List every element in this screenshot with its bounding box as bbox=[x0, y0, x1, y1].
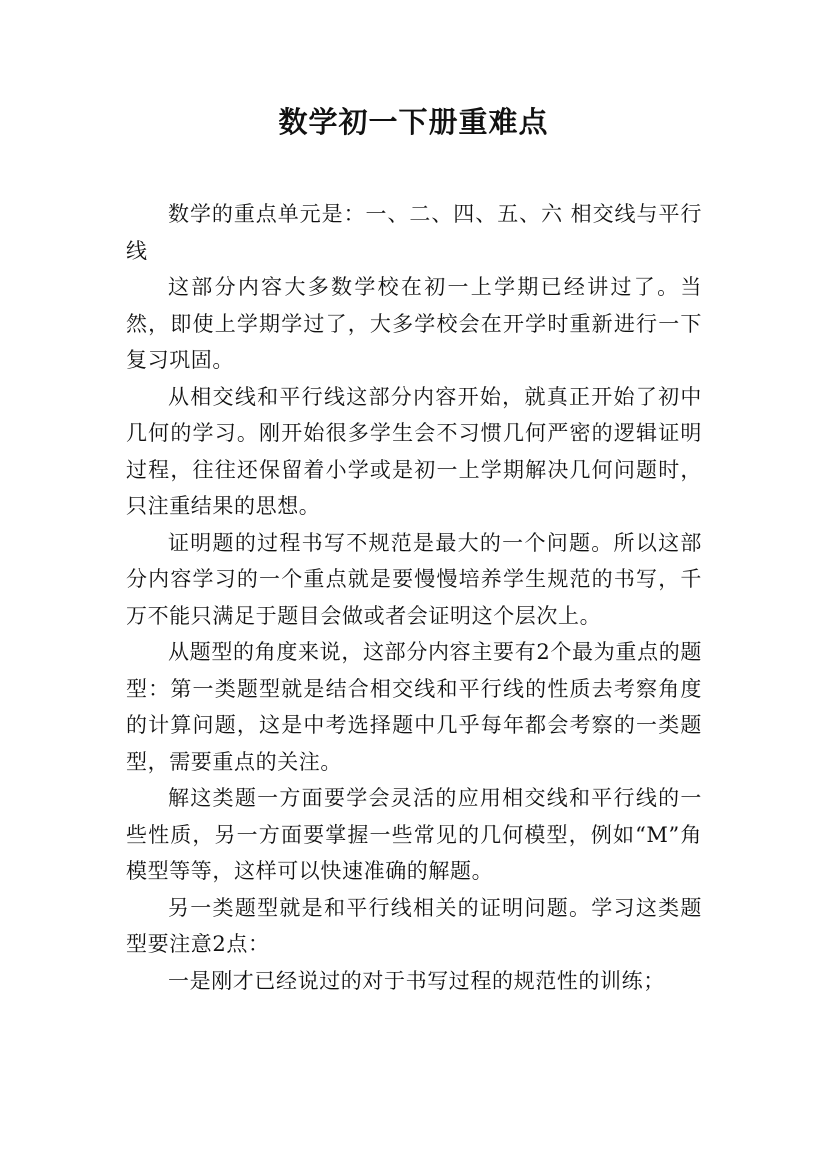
paragraph-4: 证明题的过程书写不规范是最大的一个问题。所以这部分内容学习的一个重点就是要慢慢培养学生规范的书写，千万不能只满足于题目会做或者会证明这个层次上。 bbox=[126, 530, 702, 628]
paragraph-8: 一是刚才已经说过的对于书写过程的规范性的训练； bbox=[168, 968, 665, 993]
paragraph-7: 另一类题型就是和平行线相关的证明问题。学习这类题型要注意2点： bbox=[126, 895, 702, 956]
paragraph-3: 从相交线和平行线这部分内容开始，就真正开始了初中几何的学习。刚开始很多学生会不习惯几何严密的逻辑证明过程，往往还保留着小学或是初一上学期解决几何问题时，只注重结果的思想。 bbox=[126, 384, 702, 518]
paragraph-1: 数学的重点单元是：一、二、四、五、六 相交线与平行线 bbox=[126, 202, 702, 263]
paragraph-2: 这部分内容大多数学校在初一上学期已经讲过了。当然，即使上学期学过了，大多学校会在开学时重新进行一下复习巩固。 bbox=[126, 275, 702, 372]
document-title: 数学初一下册重难点 bbox=[278, 105, 549, 139]
document-body bbox=[126, 196, 702, 999]
paragraph-6: 解这类题一方面要学会灵活的应用相交线和平行线的一些性质，另一方面要掌握一些常见的几何模型，例如“M”角模型等等，这样可以快速准确的解题。 bbox=[126, 786, 702, 883]
paragraph-5: 从题型的角度来说，这部分内容主要有2个最为重点的题型：第一类题型就是结合相交线和平行线的性质去考察角度的计算问题，这是中考选择题中几乎每年都会考察的一类题型，需要重点的关注。 bbox=[126, 640, 702, 774]
